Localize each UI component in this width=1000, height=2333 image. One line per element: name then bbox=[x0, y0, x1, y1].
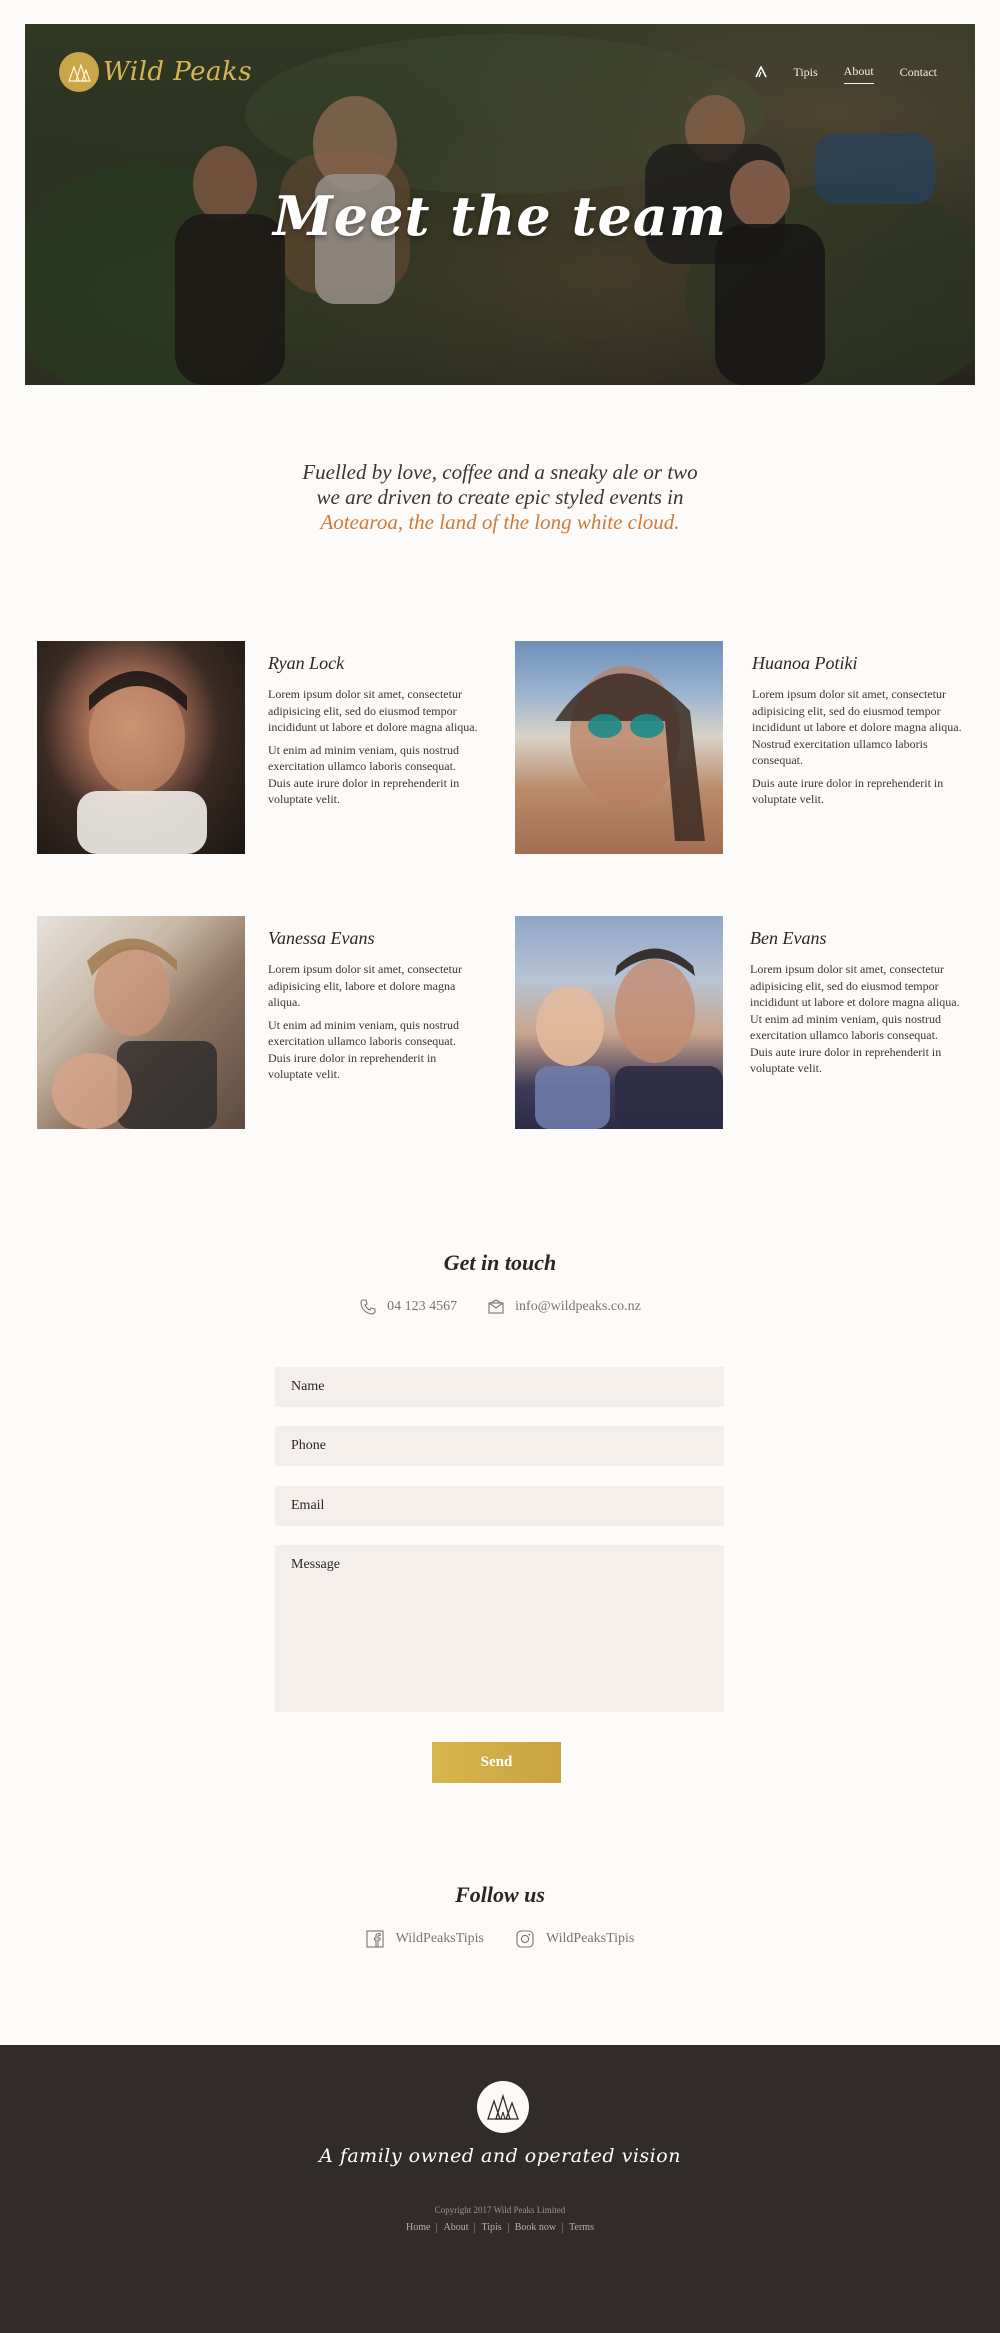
intro-line-2: we are driven to create epic styled events in bbox=[316, 485, 684, 509]
team-member-bio: Duis aute irure dolor in reprehenderit in voluptate velit. bbox=[752, 775, 944, 806]
nav-about[interactable]: About bbox=[844, 64, 874, 84]
email-icon bbox=[487, 1298, 505, 1316]
social-links bbox=[0, 1930, 1000, 1948]
footer-logo[interactable] bbox=[477, 2081, 529, 2133]
intro-line-1: Fuelled by love, coffee and a sneaky ale or two bbox=[302, 460, 698, 484]
contact-email[interactable] bbox=[487, 1298, 641, 1316]
team-member-card bbox=[515, 916, 960, 1131]
contact-phone[interactable] bbox=[359, 1298, 457, 1316]
send-button[interactable]: Send bbox=[432, 1742, 561, 1783]
team-member-name: Vanessa Evans bbox=[268, 928, 375, 948]
team-member-bio: Lorem ipsum dolor sit amet, consectetur adipisicing elit, sed do eiusmod tempor incididunt ut labore et dolore magna aliqua. Ut enim ad minim veniam, quis nostrud exercitation ullamco laboris consequat. Duis aute irure dolor in reprehenderit in voluptate velit. bbox=[750, 962, 960, 1075]
team-member-photo bbox=[37, 916, 245, 1129]
instagram-handle: WildPeaksTipis bbox=[546, 1931, 635, 1946]
footer-link-about[interactable]: About bbox=[437, 2223, 475, 2233]
copyright: Copyright 2017 Wild Peaks Limited bbox=[434, 2205, 566, 2215]
contact-title: Get in touch bbox=[443, 1250, 557, 1275]
facebook-handle: WildPeaksTipis bbox=[395, 1931, 484, 1946]
intro-text bbox=[0, 460, 1000, 535]
footer-link-home[interactable]: Home bbox=[400, 2223, 437, 2233]
facebook-icon bbox=[366, 1930, 384, 1948]
facebook-link[interactable] bbox=[366, 1930, 484, 1948]
phone-icon bbox=[359, 1298, 377, 1316]
tipi-icon[interactable] bbox=[755, 66, 767, 82]
logo-wordmark: Wild Peaks bbox=[103, 57, 253, 87]
footer-link-terms[interactable]: Terms bbox=[569, 2222, 594, 2233]
main-nav bbox=[755, 64, 937, 84]
team-member-name: Huanoa Potiki bbox=[752, 653, 858, 673]
phone-field[interactable] bbox=[275, 1426, 724, 1466]
tipi-logo-icon bbox=[484, 2092, 522, 2122]
site-logo[interactable] bbox=[59, 52, 252, 92]
team-member-bio: Lorem ipsum dolor sit amet, consectetur adipisicing elit, labore et dolore magna aliqua. bbox=[268, 962, 462, 1009]
footer-link-tipis[interactable]: Tipis bbox=[475, 2223, 508, 2233]
follow-title: Follow us bbox=[455, 1882, 545, 1907]
team-member-info bbox=[752, 653, 964, 814]
team-member-info bbox=[268, 928, 480, 1089]
contact-details bbox=[0, 1298, 1000, 1316]
contact-email-text: info@wildpeaks.co.nz bbox=[515, 1299, 641, 1314]
instagram-link[interactable] bbox=[516, 1930, 634, 1948]
tipi-logo-icon bbox=[59, 52, 99, 92]
team-member-card bbox=[515, 641, 962, 856]
team-member-bio: Ut enim ad minim veniam, quis nostrud exercitation ullamco laboris consequat. Duis irure dolor in reprehenderit in voluptate velit. bbox=[268, 1017, 459, 1081]
email-field[interactable] bbox=[275, 1486, 724, 1526]
team-member-photo bbox=[515, 916, 723, 1129]
nav-contact[interactable]: Contact bbox=[899, 64, 937, 79]
instagram-icon bbox=[516, 1930, 534, 1948]
team-member-bio: Lorem ipsum dolor sit amet, consectetur adipisicing elit, sed do eiusmod tempor incididunt ut labore et dolore magna aliqua. bbox=[268, 687, 478, 734]
team-member-photo bbox=[37, 641, 245, 854]
team-member-photo bbox=[515, 641, 723, 854]
footer-link-book-now[interactable]: Book now bbox=[509, 2223, 563, 2233]
contact-phone-text: 04 123 4567 bbox=[387, 1299, 458, 1314]
nav-tipis[interactable]: Tipis bbox=[793, 64, 818, 79]
message-field[interactable] bbox=[275, 1545, 724, 1712]
team-member-info bbox=[268, 653, 480, 814]
team-member-name: Ryan Lock bbox=[268, 653, 345, 673]
site-footer bbox=[0, 2045, 1000, 2333]
team-member-info bbox=[750, 928, 962, 1083]
team-member-bio: Ut enim ad minim veniam, quis nostrud exercitation ullamco laboris consequat. Duis aute irure dolor in reprehenderit in voluptate velit. bbox=[268, 742, 460, 806]
name-field[interactable] bbox=[275, 1367, 724, 1407]
footer-links bbox=[0, 2223, 1000, 2233]
footer-tagline: A family owned and operated vision bbox=[319, 2145, 681, 2167]
hero-banner bbox=[25, 24, 975, 385]
team-member-card bbox=[37, 641, 477, 856]
team-member-name: Ben Evans bbox=[750, 928, 827, 948]
hero-title: Meet the team bbox=[272, 184, 728, 248]
team-member-bio: Lorem ipsum dolor sit amet, consectetur adipisicing elit, sed do eiusmod tempor incididunt ut labore et dolore magna aliqua. Nostrud exercitation ullamco laboris consequat. bbox=[752, 687, 962, 767]
intro-line-3: Aotearoa, the land of the long white cloud. bbox=[320, 510, 680, 534]
team-member-card bbox=[37, 916, 477, 1131]
